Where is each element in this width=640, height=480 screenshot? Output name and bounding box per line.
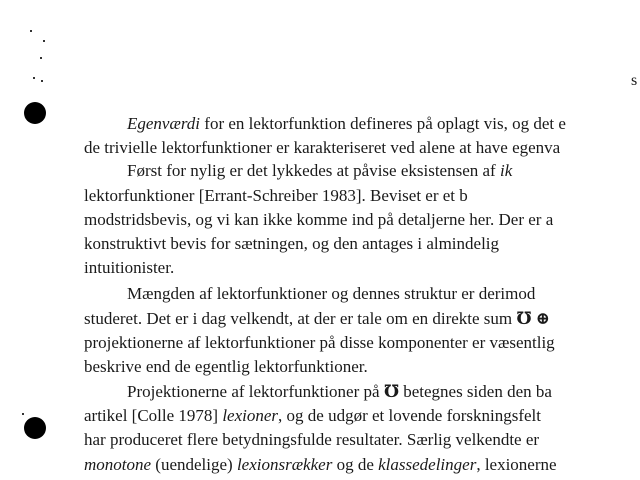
- text-line: Mængden af lektorfunktioner og dennes struktur er derimod: [127, 284, 536, 303]
- term: klassedelinger: [378, 455, 477, 474]
- term: lexionsrækker: [236, 455, 333, 474]
- text-line: konstruktivt bevis for sætningen, og den antages i almindelig: [84, 234, 500, 253]
- scan-speck: [22, 413, 24, 415]
- scan-speck: [43, 40, 45, 42]
- text-line: Først for nylig er det lykkedes at påvise eksistensen af ik: [127, 161, 513, 180]
- text-line: monotone (uendelige) lexionsrækker og de klassedelinger, lexionerne: [84, 455, 557, 474]
- text-line: beskrive end de egentlig lektorfunktioner.: [84, 357, 368, 376]
- math-symbol: ℧ ⊕: [516, 309, 551, 328]
- scan-speck: [41, 80, 43, 82]
- scan-speck: [40, 57, 42, 59]
- text-line: modstridsbevis, og vi kan ikke komme ind på detaljerne her. Der er a: [84, 210, 554, 229]
- text-line: Projektionerne af lektorfunktioner på ℧ betegnes siden den ba: [127, 382, 552, 401]
- text-line: har produceret flere betydningsfulde resultater. Særlig velkendte er: [84, 430, 540, 449]
- term: ik: [499, 161, 513, 180]
- text-line: studeret. Det er i dag velkendt, at der er tale om en direkte sum ℧ ⊕: [84, 309, 551, 328]
- term: Egenværdi: [127, 114, 201, 133]
- punch-hole-bottom: [24, 417, 46, 439]
- term: monotone: [84, 455, 152, 474]
- text-line: intuitionister.: [84, 258, 175, 277]
- text-line: lektorfunktioner [Errant-Schreiber 1983]. Beviset er et b: [84, 186, 468, 205]
- scan-speck: [33, 77, 35, 79]
- punch-hole-top: [24, 102, 46, 124]
- text-line: projektionerne af lektorfunktioner på disse komponenter er væsentlig: [84, 333, 555, 352]
- term: lexioner: [222, 406, 279, 425]
- scan-speck: [30, 30, 32, 32]
- text-line: artikel [Colle 1978] lexioner, og de udgør et lovende forskningsfelt: [84, 406, 541, 425]
- text-line: Egenværdi for en lektorfunktion defineres på oplagt vis, og det e: [127, 114, 566, 133]
- math-symbol: ℧: [383, 382, 399, 401]
- text-line: de trivielle lektorfunktioner er karakteriseret ved alene at have egenva: [84, 138, 561, 157]
- page-edge-mark: s: [631, 72, 638, 89]
